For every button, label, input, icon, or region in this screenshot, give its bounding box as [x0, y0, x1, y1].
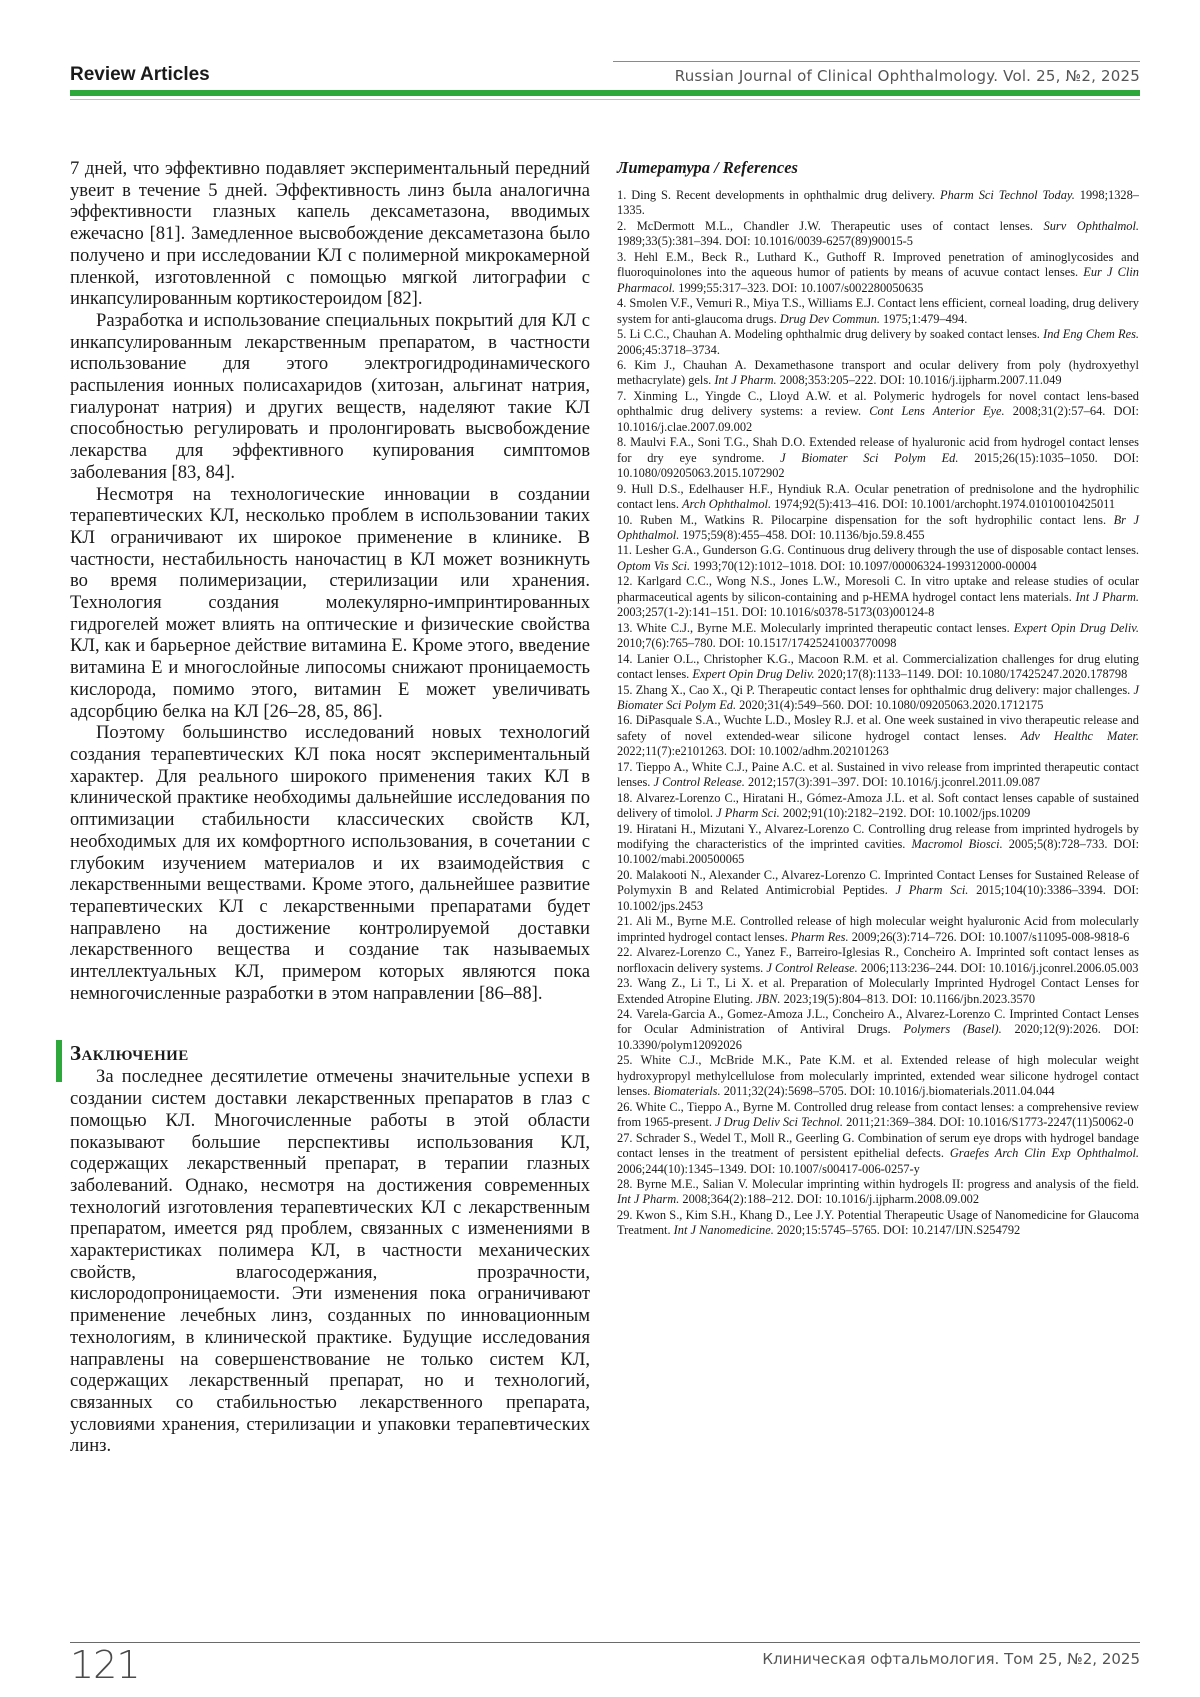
reference-item	[617, 1053, 1139, 1099]
reference-item	[617, 976, 1139, 1007]
reference-journal: Surv Ophthalmol.	[1044, 219, 1140, 233]
reference-item	[617, 652, 1139, 683]
reference-text: 15. Zhang X., Cao X., Qi P. Therapeutic contact lenses for ophthalmic drug delivery: major challenges.	[617, 683, 1134, 697]
reference-details: 2002;91(10):2182–2192. DOI: 10.1002/jps.10209	[780, 806, 1031, 820]
reference-item	[617, 513, 1139, 544]
reference-text: 2. McDermott M.L., Chandler J.W. Therapeutic uses of contact lenses.	[617, 219, 1044, 233]
reference-item	[617, 945, 1139, 976]
reference-item	[617, 327, 1139, 358]
header-divider	[613, 61, 1140, 62]
reference-text: 10. Ruben M., Watkins R. Pilocarpine dispensation for the soft hydrophilic contact lens.	[617, 513, 1114, 527]
reference-journal: Drug Dev Commun.	[780, 312, 880, 326]
reference-text: 18. Alvarez-Lorenzo C., Hiratani H., Gómez-Amoza J.L. et al. Soft contact lenses capable of sustained delivery of timolol.	[617, 791, 1139, 820]
conclusion-section	[70, 1040, 590, 1457]
reference-details: 2020;12(9):2026. DOI: 10.3390/polym12092026	[617, 1022, 1139, 1051]
reference-text: 19. Hiratani H., Mizutani Y., Alvarez-Lorenzo C. Controlling drug release from imprinted hydrogels by modifying the characteristics of the imprinted cavities.	[617, 822, 1139, 851]
reference-details: 2010;7(6):765–780. DOI: 10.1517/17425241003770098	[617, 636, 896, 650]
reference-journal: Eur J Clin Pharmacol.	[617, 265, 1139, 294]
reference-text: 25. White C.J., McBride M.K., Pate K.M. et al. Extended release of high molecular weight hydroxypropyl methylcellulose from molecularly imprinted, extended wear silicone hydrogel contact lenses.	[617, 1053, 1139, 1098]
reference-details: 2012;157(3):391–397. DOI: 10.1016/j.jconrel.2011.09.087	[745, 775, 1040, 789]
reference-details: 2008;31(2):57–64. DOI: 10.1016/j.clae.2007.09.002	[617, 404, 1139, 433]
reference-details: 2022;11(7):e2101263. DOI: 10.1002/adhm.202101263	[617, 744, 889, 758]
section-accent-bar	[56, 1040, 62, 1082]
reference-item	[617, 543, 1139, 574]
reference-item	[617, 760, 1139, 791]
reference-text: 5. Li C.C., Chauhan A. Modeling ophthalmic drug delivery by soaked contact lenses.	[617, 327, 1043, 341]
reference-text: 6. Kim J., Chauhan A. Dexamethasone transport and ocular delivery from poly (hydroxyethyl methacrylate) gels.	[617, 358, 1139, 387]
reference-item	[617, 868, 1139, 914]
reference-item	[617, 219, 1139, 250]
reference-journal: J Control Release.	[766, 961, 857, 975]
section-title: Заключение	[70, 1040, 590, 1066]
reference-details: 2009;26(3):714–726. DOI: 10.1007/s11095-008-9818-6	[849, 930, 1130, 944]
reference-journal: Pharm Res.	[791, 930, 849, 944]
reference-text: 16. DiPasquale S.A., Wuchte L.D., Mosley R.J. et al. One week sustained in vivo therapeutic release and safety of novel extended-wear silicone hydrogel contact lenses.	[617, 713, 1139, 742]
reference-journal: J Pharm Sci.	[896, 883, 969, 897]
reference-item	[617, 713, 1139, 759]
reference-text: 20. Malakooti N., Alexander C., Alvarez-Lorenzo C. Imprinted Contact Lenses for Sustained Release of Polymyxin B and Related Antimicrobial Peptides.	[617, 868, 1139, 897]
reference-journal: JBN.	[756, 992, 780, 1006]
reference-text: 12. Karlgard C.C., Wong N.S., Jones L.W., Moresoli C. In vitro uptake and release studies of ocular pharmaceutical agents by silicon-containing and p-HEMA hydrogel contact lens materials.	[617, 574, 1139, 603]
section-label: Review Articles	[70, 64, 210, 86]
reference-details: 2020;31(4):549–560. DOI: 10.1080/09205063.2020.1712175	[736, 698, 1043, 712]
reference-journal: Cont Lens Anterior Eye.	[869, 404, 1004, 418]
reference-text: 28. Byrne M.E., Salian V. Molecular imprinting within hydrogels II: progress and analysis of the field.	[617, 1177, 1139, 1191]
reference-item	[617, 1131, 1139, 1177]
reference-journal: Br J Ophthalmol.	[617, 513, 1139, 542]
reference-item	[617, 621, 1139, 652]
reference-details: 2015;26(15):1035–1050. DOI: 10.1080/09205063.2015.1072902	[617, 451, 1139, 480]
reference-text: 27. Schrader S., Wedel T., Moll R., Geerling G. Combination of serum eye drops with hydrogel bandage contact lenses in the treatment of persistent epithelial defects.	[617, 1131, 1139, 1160]
reference-item	[617, 791, 1139, 822]
reference-details: 2006;45:3718–3734.	[617, 343, 720, 357]
journal-citation: Russian Journal of Clinical Ophthalmology. Vol. 25, №2, 2025	[675, 67, 1140, 85]
reference-journal: Graefes Arch Clin Exp Ophthalmol.	[950, 1146, 1139, 1160]
reference-details: 1999;55:317–323. DOI: 10.1007/s002280050635	[675, 281, 923, 295]
reference-item	[617, 482, 1139, 513]
reference-text: 29. Kwon S., Kim S.H., Khang D., Lee J.Y. Potential Therapeutic Usage of Nanomedicine for Glaucoma Treatment.	[617, 1208, 1139, 1237]
reference-text: 11. Lesher G.A., Gunderson G.G. Continuous drug delivery through the use of disposable contact lenses.	[617, 543, 1139, 557]
reference-text: 13. White C.J., Byrne M.E. Molecularly imprinted therapeutic contact lenses.	[617, 621, 1014, 635]
reference-text: 9. Hull D.S., Edelhauser H.F., Hyndiuk R.A. Ocular penetration of prednisolone and the hydrophilic contact lens.	[617, 482, 1139, 511]
reference-item	[617, 1100, 1139, 1131]
reference-text: 3. Hehl E.M., Beck R., Luthard K., Guthoff R. Improved penetration of aminoglycosides and fluoroquinolones into the aqueous humor of patients by means of acuvue contact lenses.	[617, 250, 1139, 279]
reference-item	[617, 250, 1139, 296]
reference-item	[617, 822, 1139, 868]
header-accent-bar	[70, 90, 1140, 96]
reference-details: 2023;19(5):804–813. DOI: 10.1166/jbn.2023.3570	[780, 992, 1035, 1006]
reference-text: 8. Maulvi F.A., Soni T.G., Shah D.O. Extended release of hyaluronic acid from hydrogel contact lenses for dry eye syndrome.	[617, 435, 1139, 464]
reference-text: 14. Lanier O.L., Christopher K.G., Macoon R.M. et al. Commercialization challenges for drug eluting contact lenses.	[617, 652, 1139, 681]
reference-item	[617, 574, 1139, 620]
reference-details: 2008;364(2):188–212. DOI: 10.1016/j.ijpharm.2008.09.002	[679, 1192, 979, 1206]
references-title: Литература / References	[617, 158, 1139, 178]
references-column	[617, 158, 1139, 1239]
page-number: 121	[70, 1643, 140, 1687]
reference-item	[617, 389, 1139, 435]
reference-journal: Expert Opin Drug Deliv.	[1014, 621, 1139, 635]
reference-item	[617, 1007, 1139, 1053]
reference-journal: Arch Ophthalmol.	[682, 497, 771, 511]
reference-details: 2006;113:236–244. DOI: 10.1016/j.jconrel.2006.05.003	[858, 961, 1139, 975]
reference-journal: Biomaterials.	[653, 1084, 720, 1098]
reference-journal: Ind Eng Chem Res.	[1043, 327, 1139, 341]
reference-journal: Int J Pharm.	[1076, 590, 1140, 604]
body-paragraph: Поэтому большинство исследований новых технологий создания терапевтических КЛ пока носят экспериментальный характер. Для реального широкого применения таких КЛ в клинической практике необходимы дальнейшие исследования по оптимизации стабильности классических свойств КЛ, необходимых для их комфортного использования, в сочетании с глубоким изучением материалов и их взаимодействия с лекарственными веществами. Кроме этого, дальнейшее развитие терапевтических КЛ с лекарственными препаратами будет направлено на достижение контролируемой доставки лекарственного вещества и создание так называемых интеллектуальных КЛ, примером которых являются пока немногочисленные разработки в этом направлении [86–88].	[70, 722, 590, 1004]
reference-details: 2020;15:5745–5765. DOI: 10.2147/IJN.S254792	[774, 1223, 1020, 1237]
reference-text: 24. Varela-Garcia A., Gomez-Amoza J.L., Concheiro A., Alvarez-Lorenzo C. Imprinted Contact Lenses for Ocular Administration of Antiviral Drugs.	[617, 1007, 1139, 1036]
reference-text: 1. Ding S. Recent developments in ophthalmic drug delivery.	[617, 188, 940, 202]
reference-text: 4. Smolen V.F., Vemuri R., Miya T.S., Williams E.J. Contact lens efficient, corneal loading, drug delivery system for anti-glaucoma drugs.	[617, 296, 1139, 325]
references-list	[617, 188, 1139, 1239]
reference-journal: J Biomater Sci Polym Ed.	[617, 683, 1139, 712]
reference-text: 17. Tieppo A., White C.J., Paine A.C. et al. Sustained in vivo release from imprinted therapeutic contact lenses.	[617, 760, 1139, 789]
reference-journal: Polymers (Basel).	[903, 1022, 1001, 1036]
reference-text: 23. Wang Z., Li T., Li X. et al. Preparation of Molecularly Imprinted Hydrogel Contact Lenses for Extended Atropine Eluting.	[617, 976, 1139, 1005]
reference-details: 2003;257(1-2):141–151. DOI: 10.1016/s0378-5173(03)00124-8	[617, 605, 934, 619]
reference-details: 2011;32(24):5698–5705. DOI: 10.1016/j.biomaterials.2011.04.044	[721, 1084, 1055, 1098]
reference-details: 1974;92(5):413–416. DOI: 10.1001/archopht.1974.01010010425011	[771, 497, 1115, 511]
reference-item	[617, 1208, 1139, 1239]
reference-item	[617, 1177, 1139, 1208]
reference-journal: J Drug Deliv Sci Technol.	[715, 1115, 843, 1129]
reference-item	[617, 358, 1139, 389]
reference-journal: J Pharm Sci.	[716, 806, 780, 820]
reference-details: 1993;70(12):1012–1018. DOI: 10.1097/00006324-199312000-00004	[690, 559, 1037, 573]
reference-journal: Macromol Biosci.	[911, 837, 1002, 851]
reference-details: 2020;17(8):1133–1149. DOI: 10.1080/17425247.2020.178798	[815, 667, 1128, 681]
reference-journal: Int J Pharm.	[714, 373, 776, 387]
conclusion-paragraph: За последнее десятилетие отмечены значительные успехи в создании систем доставки лекарственных препаратов в глаз с помощью КЛ. Многочисленные работы в этой области показывают большие перспективы использования КЛ, содержащих лекарственный препарат, в терапии глазных заболеваний. Однако, несмотря на достижения современных технологий изготовления терапевтических КЛ с лекарственным препаратом, имеется ряд проблем, связанных с изменениями в характеристиках полимера КЛ, в частности механических свойств, влагосодержания, прозрачности, кислородопроницаемости. Эти изменения пока ограничивают применение лечебных линз, созданных по инновационным технологиям, в клинической практике. Будущие исследования направлены на совершенствование не только систем КЛ, содержащих лекарственный препарат, но и технологий, связанных со стабильностью лекарственного препарата, условиями хранения, стерилизации и упаковки терапевтических линз.	[70, 1066, 590, 1457]
body-paragraph: 7 дней, что эффективно подавляет экспериментальный передний увеит в течение 5 дней. Эффективность линз была аналогична эффективности глазных капель дексаметазона, вводимых ежечасно [81]. Замедленное высвобождение дексаметазона было получено и при исследовании КЛ с полимерной микрокамерной пленкой, изготовленной с помощью мягкой литографии с инкапсулированным кортикостероидом [82].	[70, 158, 590, 310]
body-paragraph: Несмотря на технологические инновации в создании терапевтических КЛ, несколько проблем в использовании таких КЛ ограничивают их широкое применение в клинике. В частности, нестабильность наночастиц в КЛ может возникнуть во время полимеризации, стерилизации или хранения. Технология создания молекулярно-импринтированных гидрогелей может влиять на оптические и физические свойства КЛ, как и барьерное действие витамина Е. Кроме этого, введение витамина Е и многослойные липосомы снижают проницаемость кислорода, помимо этого, витамин Е может увеличивать адсорбцию белка на КЛ [26–28, 85, 86].	[70, 484, 590, 723]
reference-journal: Int J Pharm.	[617, 1192, 679, 1206]
reference-details: 1998;1328–1335.	[617, 188, 1139, 217]
reference-item	[617, 683, 1139, 714]
footer-divider	[70, 1642, 1140, 1643]
reference-item	[617, 914, 1139, 945]
reference-details: 1975;59(8):455–458. DOI: 10.1136/bjo.59.8.455	[679, 528, 924, 542]
reference-text: 7. Xinming L., Yingde C., Lloyd A.W. et al. Polymeric hydrogels for novel contact lens-based ophthalmic drug delivery systems: a review.	[617, 389, 1139, 418]
reference-details: 2011;21:369–384. DOI: 10.1016/S1773-2247(11)50062-0	[843, 1115, 1134, 1129]
reference-details: 1975;1:479–494.	[880, 312, 967, 326]
reference-details: 2005;5(8):728–733. DOI: 10.1002/mabi.200500065	[617, 837, 1139, 866]
reference-details: 1989;33(5):381–394. DOI: 10.1016/0039-6257(89)90015-5	[617, 234, 913, 248]
body-paragraph: Разработка и использование специальных покрытий для КЛ с инкапсулированным лекарственным препаратом, в частности использование для этого электрогидродинамического распыления ионных полисахаридов (хитозан, альгинат натрия, гиалуронат натрия) и других веществ, наделяют такие КЛ способностью регулировать и пролонгировать высвобождение лекарства для эффективного купирования симптомов заболевания [83, 84].	[70, 310, 590, 484]
reference-details: 2008;353:205–222. DOI: 10.1016/j.ijpharm.2007.11.049	[777, 373, 1062, 387]
reference-journal: Adv Healthc Mater.	[1021, 729, 1139, 743]
reference-journal: Expert Opin Drug Deliv.	[692, 667, 814, 681]
reference-item	[617, 435, 1139, 481]
reference-details: 2006;244(10):1345–1349. DOI: 10.1007/s00417-006-0257-y	[617, 1162, 920, 1176]
reference-journal: J Biomater Sci Polym Ed.	[780, 451, 958, 465]
reference-journal: Optom Vis Sci.	[617, 559, 690, 573]
reference-journal: Int J Nanomedicine.	[674, 1223, 774, 1237]
header-accent-line	[70, 99, 1140, 100]
footer-citation: Клиническая офтальмология. Том 25, №2, 2025	[762, 1650, 1140, 1668]
reference-item	[617, 188, 1139, 219]
reference-journal: J Control Release.	[653, 775, 744, 789]
reference-journal: Pharm Sci Technol Today.	[940, 188, 1075, 202]
main-text-column	[70, 158, 590, 1457]
reference-details: 2015;104(10):3386–3394. DOI: 10.1002/jps.2453	[617, 883, 1139, 912]
reference-item	[617, 296, 1139, 327]
reference-text: 26. White C., Tieppo A., Byrne M. Controlled drug release from contact lenses: a comprehensive review from 1965-present.	[617, 1100, 1139, 1129]
reference-text: 21. Ali M., Byrne M.E. Controlled release of high molecular weight hyaluronic Acid from molecularly imprinted hydrogel contact lenses.	[617, 914, 1139, 943]
reference-text: 22. Alvarez-Lorenzo C., Yanez F., Barreiro-Iglesias R., Concheiro A. Imprinted soft contact lenses as norfloxacin delivery systems.	[617, 945, 1139, 974]
